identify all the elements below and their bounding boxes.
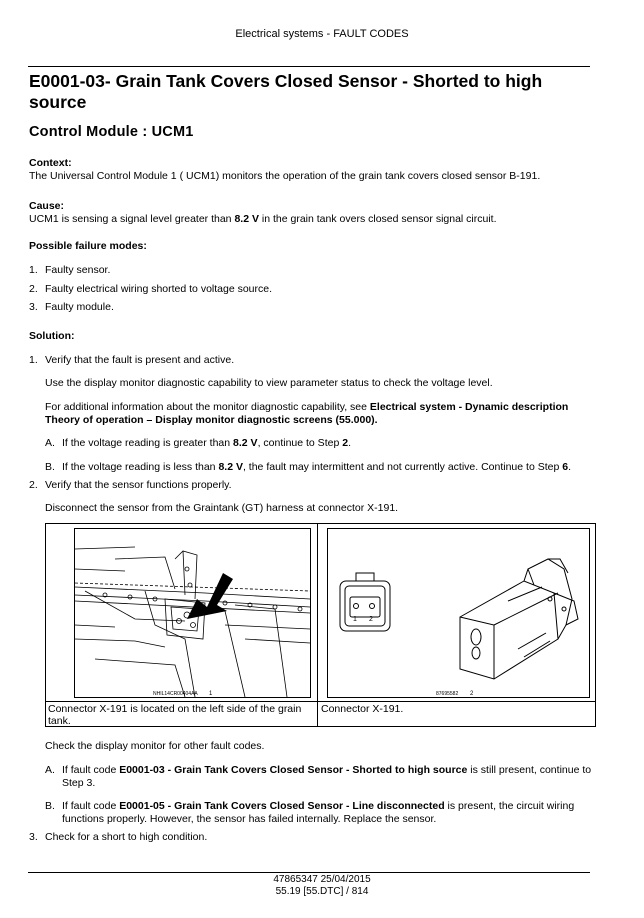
figure-table xyxy=(45,523,596,727)
figure-2-caption: Connector X-191. xyxy=(321,703,404,715)
figure-cell-1 xyxy=(46,524,318,726)
control-module-heading: Control Module : UCM1 xyxy=(29,124,194,140)
step-2-text: Verify that the sensor functions properly. xyxy=(45,479,232,491)
failure-mode-item: 1. xyxy=(29,264,38,276)
step-1-reference: For additional information about the monitor diagnostic capability, see Electrical system - Dynamic description Theory of operation – Display monitor diagnostic screens (55.000). xyxy=(45,401,569,426)
failure-mode-text: Faulty sensor. xyxy=(45,264,111,276)
page-title: E0001-03- Grain Tank Covers Closed Sensor - Shorted to high source xyxy=(29,71,543,112)
figure-1-caption: Connector X-191 is located on the left side of the grain tank. xyxy=(48,703,302,727)
pin-1-label: 1 xyxy=(353,616,357,623)
cause-text: UCM1 is sensing a signal level greater than 8.2 V in the grain tank overs closed sensor signal circuit. xyxy=(29,213,497,225)
connector-drawing xyxy=(327,528,590,698)
harness-photo xyxy=(74,528,311,698)
figure-1-number: 1 xyxy=(209,691,213,697)
failure-mode-text: Faulty module. xyxy=(45,301,114,313)
figure-cell-2 xyxy=(318,524,595,726)
step-1-substep-a: If the voltage reading is greater than 8.2 V, continue to Step 2. xyxy=(62,437,351,449)
cause-label: Cause: xyxy=(29,200,65,212)
context-label: Context: xyxy=(29,157,72,169)
substep-label: A. xyxy=(45,764,55,776)
step-1-text: Verify that the fault is present and active. xyxy=(45,354,235,366)
figure-2-number: 2 xyxy=(470,691,474,697)
step-number: 3. xyxy=(29,831,38,843)
solution-label: Solution: xyxy=(29,330,75,342)
step-number: 1. xyxy=(29,354,38,366)
step-1-paragraph: Use the display monitor diagnostic capability to view parameter status to check the voltage level. xyxy=(45,377,493,389)
step-2-paragraph: Disconnect the sensor from the Graintank (GT) harness at connector X-191. xyxy=(45,502,399,514)
footer-rule xyxy=(28,872,590,873)
footer-doc-id: 47865347 25/04/2015 xyxy=(273,874,371,885)
substep-label: A. xyxy=(45,437,55,449)
connector-illustration xyxy=(328,529,589,697)
failure-mode-item: 3. xyxy=(29,301,38,313)
step-number: 2. xyxy=(29,479,38,491)
header-rule xyxy=(28,66,590,67)
running-header: Electrical systems - FAULT CODES xyxy=(235,28,409,40)
substep-label: B. xyxy=(45,461,55,473)
failure-modes-label: Possible failure modes: xyxy=(29,240,147,252)
pointer-arrow-icon xyxy=(187,573,233,619)
substep-label: B. xyxy=(45,800,55,812)
step-2-substep-a: If fault code E0001-03 - Grain Tank Covers Closed Sensor - Shorted to high source is still present, continue to Step 3. xyxy=(62,764,592,789)
pin-2-label: 2 xyxy=(369,616,373,623)
step-1-substep-b: If the voltage reading is less than 8.2 V, the fault may intermittent and not currently active. Continue to Step 6. xyxy=(62,461,571,473)
grain-tank-illustration xyxy=(75,529,310,697)
caption-divider xyxy=(46,701,595,702)
failure-mode-item: 2. xyxy=(29,283,38,295)
footer-page-number: 55.19 [55.DTC] / 814 xyxy=(275,886,369,897)
context-text: The Universal Control Module 1 ( UCM1) monitors the operation of the grain tank covers closed sensor B-191. xyxy=(29,170,541,182)
step-3-text: Check for a short to high condition. xyxy=(45,831,208,843)
step-2-substep-b: If fault code E0001-05 - Grain Tank Covers Closed Sensor - Line disconnected is present, the circuit wiring functions properly. However, the sensor has failed internally. Replace the sensor. xyxy=(62,800,575,825)
step-2-check-text: Check the display monitor for other fault codes. xyxy=(45,740,265,752)
failure-mode-text: Faulty electrical wiring shorted to voltage source. xyxy=(45,283,273,295)
figure-1-ref: NHIL14CR00404AA xyxy=(153,691,198,697)
figure-2-ref: 87695582 xyxy=(436,691,459,697)
